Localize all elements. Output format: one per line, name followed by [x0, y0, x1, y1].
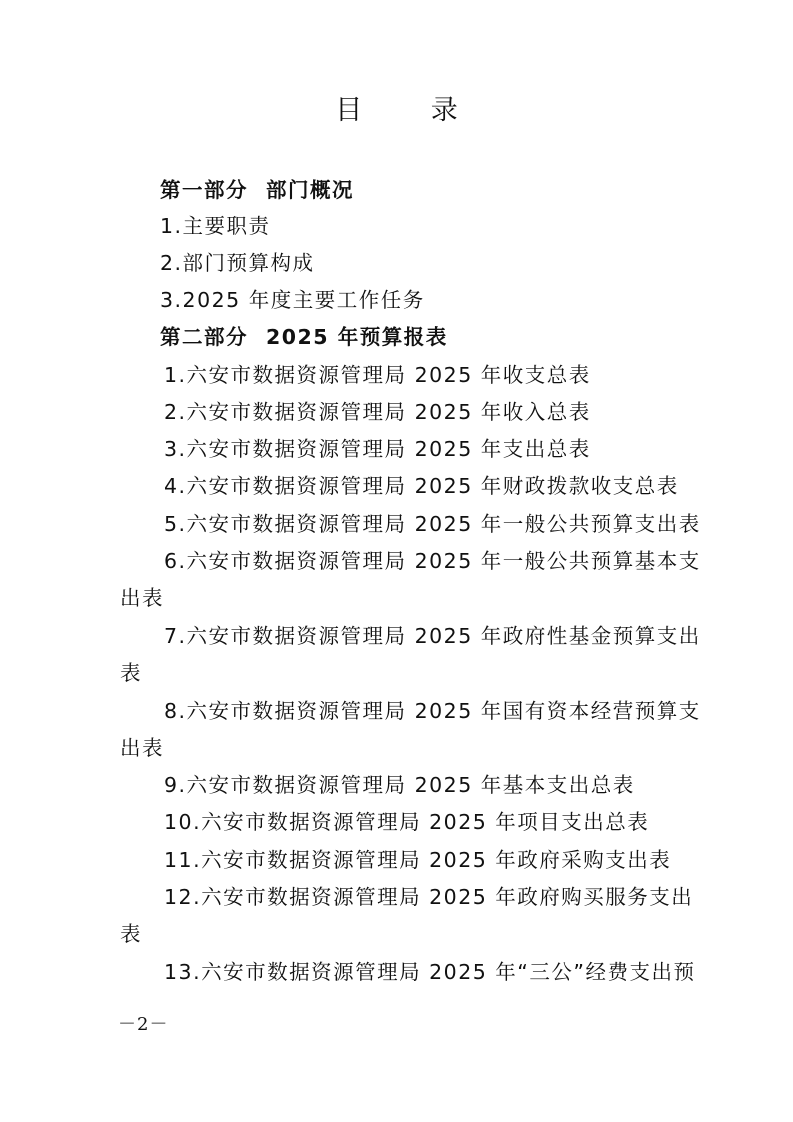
toc-item: 11.六安市数据资源管理局 2025 年政府采购支出表: [164, 848, 672, 872]
toc-item: 1.主要职责: [160, 214, 271, 238]
toc-item: 3.2025 年度主要工作任务: [160, 288, 425, 312]
toc-item: 5.六安市数据资源管理局 2025 年一般公共预算支出表: [164, 512, 701, 536]
toc-item-continuation: 出表: [120, 736, 164, 760]
toc-item: 13.六安市数据资源管理局 2025 年“三公”经费支出预: [164, 960, 696, 984]
toc-item-continuation: 出表: [120, 586, 164, 610]
part1-heading-number: 第一部分: [160, 178, 248, 202]
toc-item: 9.六安市数据资源管理局 2025 年基本支出总表: [164, 773, 635, 797]
toc-item-continuation: 表: [120, 922, 142, 946]
part2-heading: [160, 324, 448, 350]
part2-heading-title: 2025 年预算报表: [266, 325, 448, 349]
toc-item: 2.部门预算构成: [160, 251, 315, 275]
toc-item: 3.六安市数据资源管理局 2025 年支出总表: [164, 437, 591, 461]
toc-title: 目 录: [335, 95, 488, 126]
toc-item: 1.六安市数据资源管理局 2025 年收支总表: [164, 363, 591, 387]
toc-item: 8.六安市数据资源管理局 2025 年国有资本经营预算支: [164, 699, 701, 723]
toc-item: 6.六安市数据资源管理局 2025 年一般公共预算基本支: [164, 549, 701, 573]
toc-item: 2.六安市数据资源管理局 2025 年收入总表: [164, 400, 591, 424]
toc-item: 12.六安市数据资源管理局 2025 年政府购买服务支出: [164, 885, 694, 909]
toc-item-continuation: 表: [120, 661, 142, 685]
part2-heading-number: 第二部分: [160, 325, 248, 349]
toc-item: 7.六安市数据资源管理局 2025 年政府性基金预算支出: [164, 624, 701, 648]
toc-item: 10.六安市数据资源管理局 2025 年项目支出总表: [164, 810, 650, 834]
part1-heading: [160, 177, 354, 203]
page-number: －2－: [118, 1014, 169, 1035]
part1-heading-title: 部门概况: [266, 178, 354, 202]
toc-item: 4.六安市数据资源管理局 2025 年财政拨款收支总表: [164, 474, 679, 498]
